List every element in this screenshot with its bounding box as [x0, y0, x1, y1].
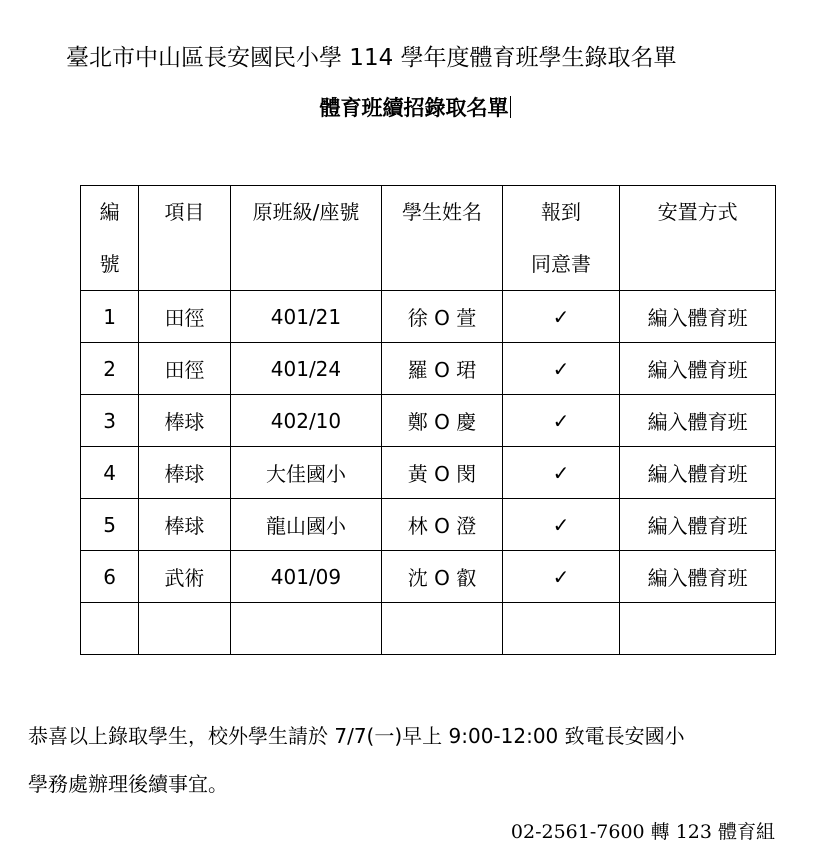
cell-placement: 編入體育班	[620, 447, 776, 499]
cell-number: 2	[81, 343, 139, 395]
document-subtitle-text: 體育班續招錄取名單	[319, 96, 509, 120]
table-header-row	[81, 186, 776, 291]
cell-sport: 棒球	[139, 447, 230, 499]
cell-sport: 武術	[139, 551, 230, 603]
cell-consent-checkmark	[502, 603, 620, 655]
cell-consent-checkmark: ✓	[502, 551, 620, 603]
cell-sport: 棒球	[139, 499, 230, 551]
table-row	[81, 499, 776, 551]
cell-consent-checkmark: ✓	[502, 291, 620, 343]
cell-placement: 編入體育班	[620, 551, 776, 603]
cell-student-name: 黃 O 閔	[382, 447, 503, 499]
cell-original-class: 401/09	[230, 551, 382, 603]
cell-sport: 田徑	[139, 291, 230, 343]
cell-original-class	[230, 603, 382, 655]
notice-line-1: 恭喜以上錄取學生，校外學生請於 7/7(一)早上 9:00-12:00 致電長安國小	[28, 724, 685, 748]
header-consent	[502, 186, 620, 291]
header-placement	[620, 186, 776, 291]
cell-consent-checkmark: ✓	[502, 395, 620, 447]
header-number-line1: 編	[99, 200, 120, 224]
document-subtitle	[0, 93, 817, 123]
cell-placement: 編入體育班	[620, 343, 776, 395]
cell-number: 4	[81, 447, 139, 499]
cell-number	[81, 603, 139, 655]
header-sport-label: 項目	[164, 200, 205, 224]
notice-paragraph	[28, 712, 788, 808]
document-title-text: 臺北市中山區長安國民小學 114 學年度體育班學生錄取名單	[66, 45, 677, 71]
cell-number: 6	[81, 551, 139, 603]
header-number-line2: 號	[99, 252, 120, 276]
cell-placement: 編入體育班	[620, 291, 776, 343]
cell-number: 1	[81, 291, 139, 343]
cell-consent-checkmark: ✓	[502, 343, 620, 395]
table-row	[81, 343, 776, 395]
cell-consent-checkmark: ✓	[502, 447, 620, 499]
header-original-class	[230, 186, 382, 291]
cell-student-name: 林 O 澄	[382, 499, 503, 551]
cell-original-class: 401/24	[230, 343, 382, 395]
header-number	[81, 186, 139, 291]
table-row	[81, 291, 776, 343]
text-cursor	[510, 96, 511, 118]
header-student-name	[382, 186, 503, 291]
contact-info: 02-2561-7600 轉 123 體育組	[510, 821, 775, 843]
header-sport	[139, 186, 230, 291]
cell-student-name: 鄭 O 慶	[382, 395, 503, 447]
cell-sport	[139, 603, 230, 655]
cell-original-class: 402/10	[230, 395, 382, 447]
table-row	[81, 551, 776, 603]
cell-consent-checkmark: ✓	[502, 499, 620, 551]
notice-line-2: 學務處辦理後續事宜。	[28, 772, 228, 796]
cell-original-class: 龍山國小	[230, 499, 382, 551]
cell-number: 3	[81, 395, 139, 447]
cell-student-name: 徐 O 萱	[382, 291, 503, 343]
header-consent-line2: 同意書	[531, 252, 592, 276]
cell-student-name	[382, 603, 503, 655]
cell-student-name: 羅 O 珺	[382, 343, 503, 395]
cell-placement: 編入體育班	[620, 499, 776, 551]
table-row-empty	[81, 603, 776, 655]
cell-original-class: 401/21	[230, 291, 382, 343]
cell-placement: 編入體育班	[620, 395, 776, 447]
header-consent-line1: 報到	[541, 200, 582, 224]
cell-placement	[620, 603, 776, 655]
cell-number: 5	[81, 499, 139, 551]
header-placement-label: 安置方式	[657, 200, 738, 224]
admission-table	[80, 185, 776, 655]
cell-original-class: 大佳國小	[230, 447, 382, 499]
cell-sport: 棒球	[139, 395, 230, 447]
table-row	[81, 447, 776, 499]
header-student-name-label: 學生姓名	[402, 200, 483, 224]
table-row	[81, 395, 776, 447]
header-original-class-label: 原班級/座號	[252, 200, 360, 224]
cell-sport: 田徑	[139, 343, 230, 395]
cell-student-name: 沈 O 叡	[382, 551, 503, 603]
